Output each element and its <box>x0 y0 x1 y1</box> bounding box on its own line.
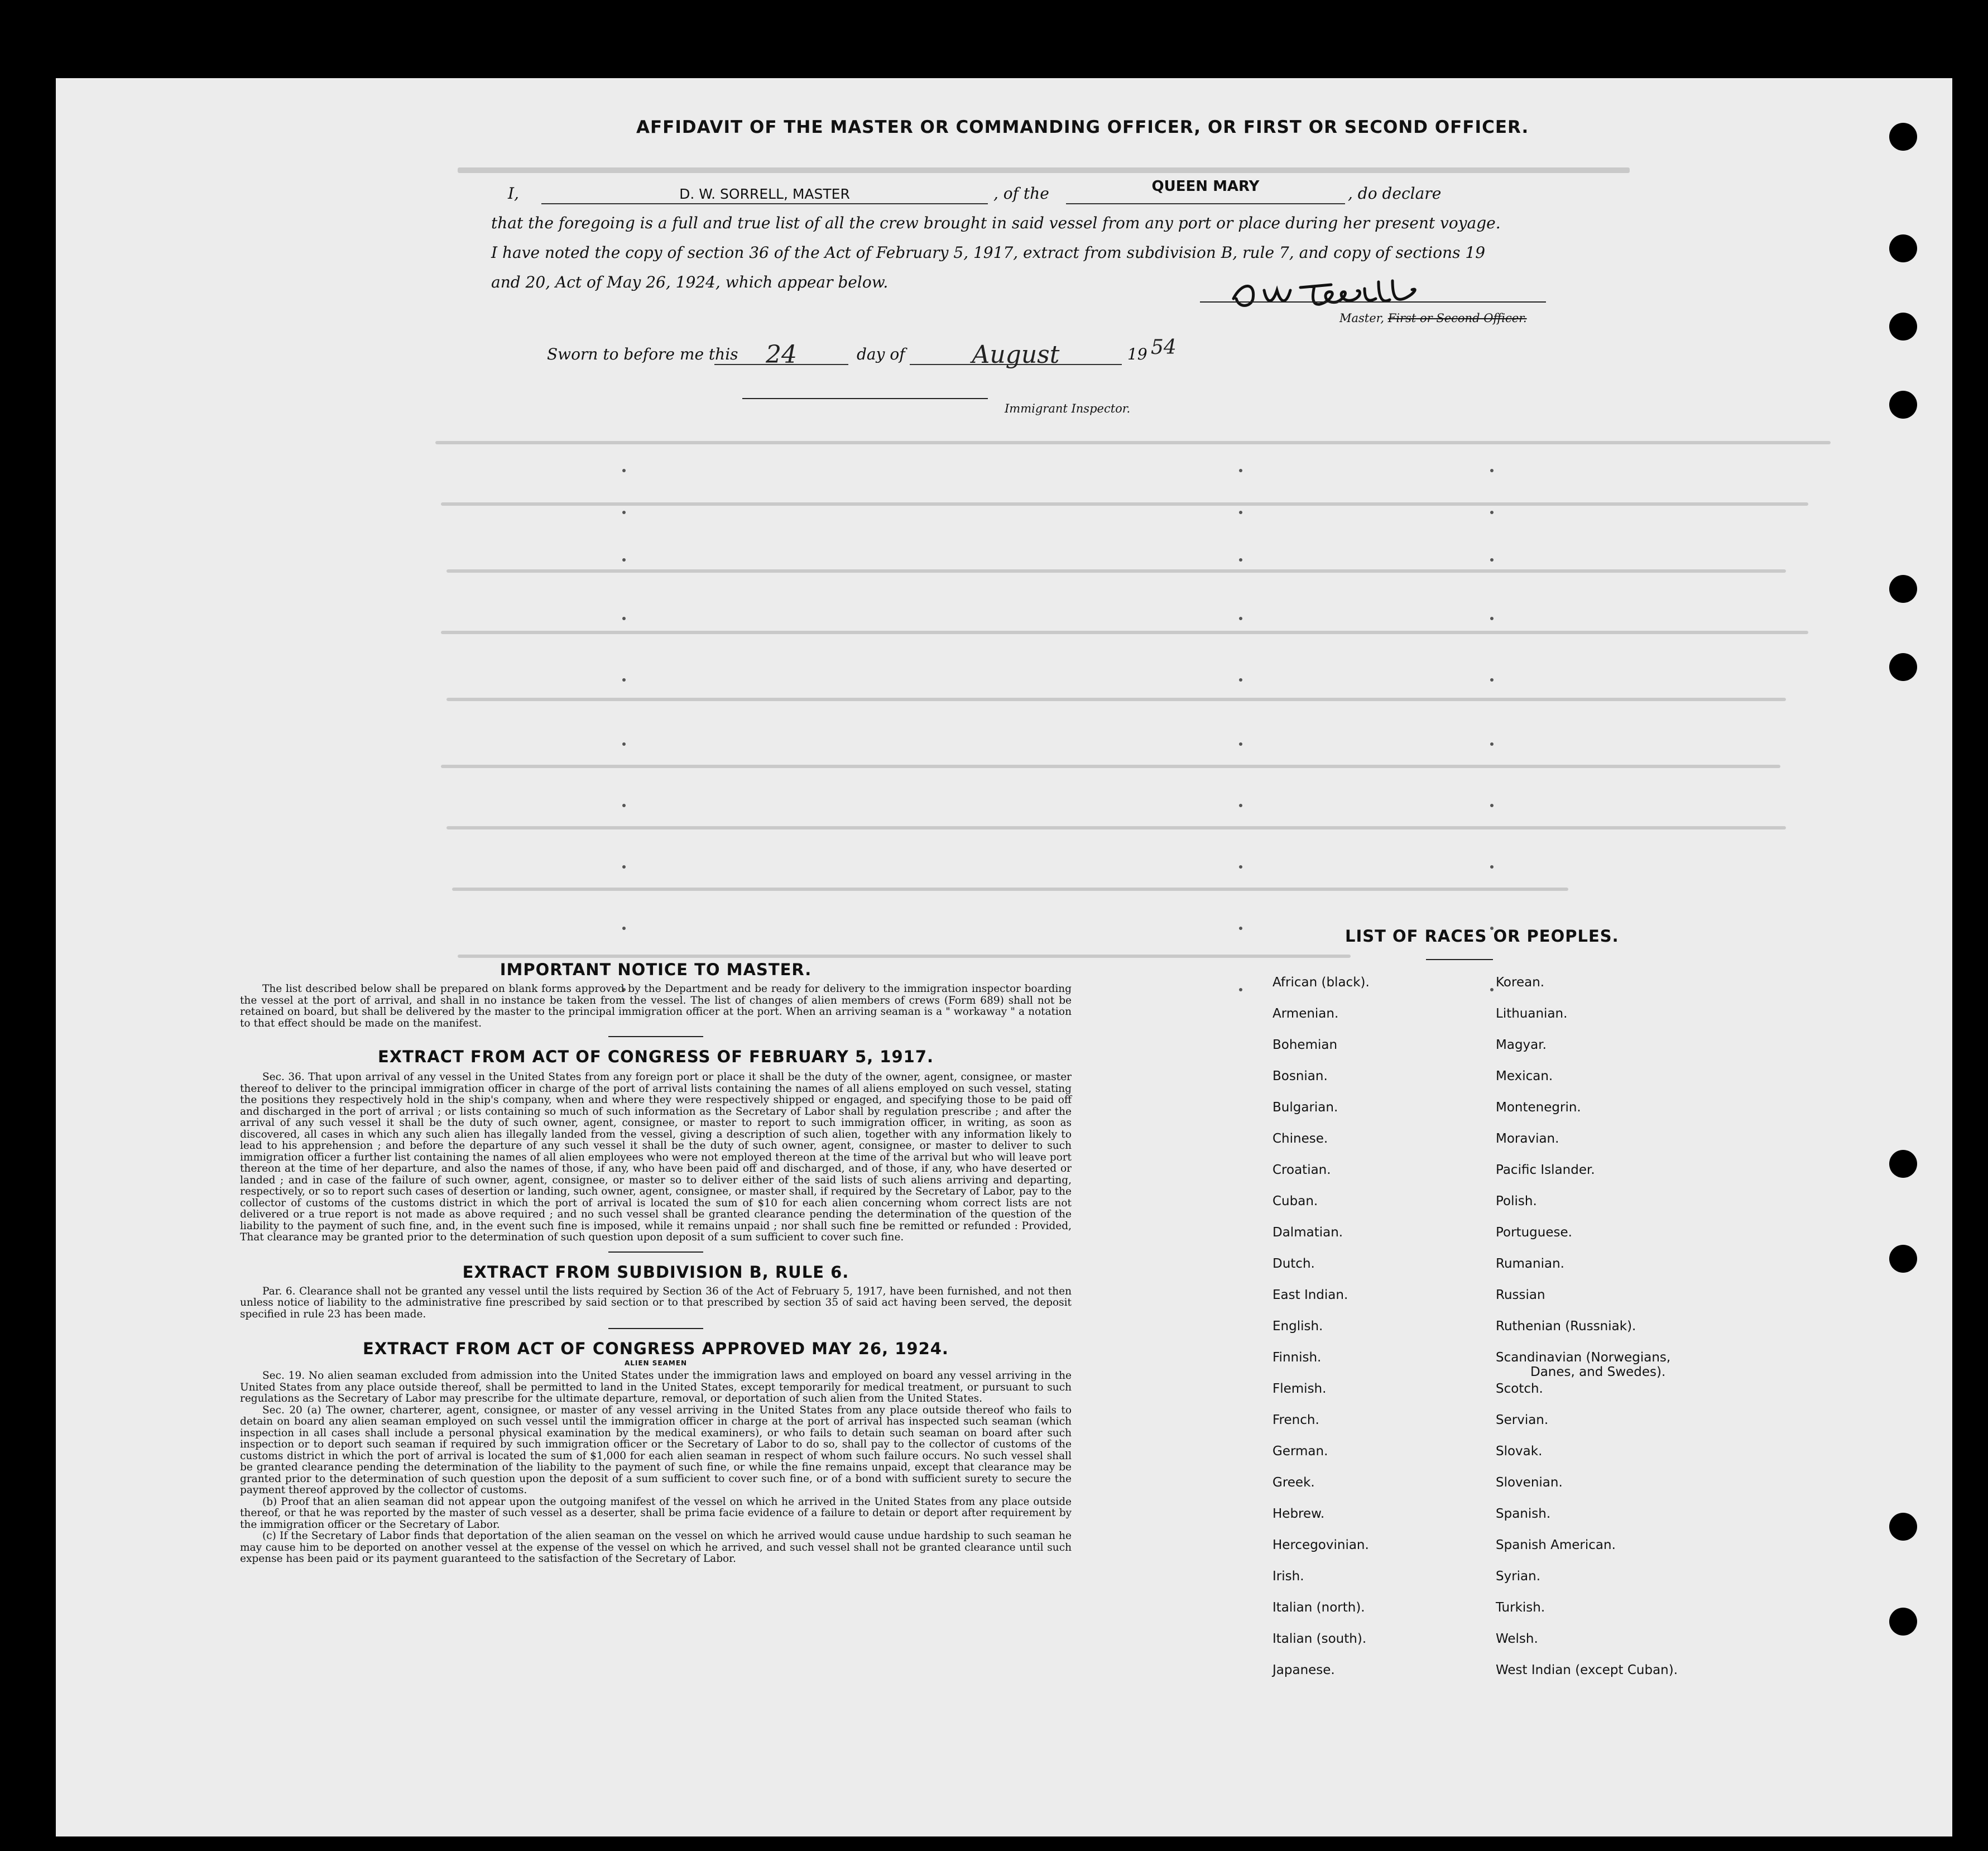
master-name-field <box>541 184 988 204</box>
sworn-day: 24 <box>766 341 797 369</box>
sworn-month-field <box>910 341 1122 369</box>
race-item: French. <box>1272 1413 1319 1427</box>
races-title: LIST OF RACES OR PEOPLES. <box>1345 927 1619 946</box>
race-item-continuation: Danes, and Swedes). <box>1530 1365 1666 1379</box>
sworn-label: Sworn to before me this <box>547 345 738 363</box>
year-suffix: 54 <box>1151 336 1177 359</box>
sworn-day-field <box>714 341 848 369</box>
race-item: Hebrew. <box>1272 1507 1325 1521</box>
inspector-label: Immigrant Inspector. <box>1005 402 1131 415</box>
extract-1924-title: EXTRACT FROM ACT OF CONGRESS APPROVED MAY 26, 1924. <box>363 1339 949 1358</box>
subdivision-title: EXTRACT FROM SUBDIVISION B, RULE 6. <box>462 1262 849 1282</box>
race-item: African (black). <box>1272 975 1370 990</box>
race-item: Bosnian. <box>1272 1069 1328 1083</box>
extract-1917-body: Sec. 36. That upon arrival of any vessel in the United States from any foreign port or place it shall be the duty of the owner, agent, consignee, or master thereof to deliver to the principal immigration officer in charge of the port of arrival lists containing the names of all aliens employed on such vessel, stating the positions they respectively hold in the ship's company, when and where they were respectively shipped or engaged, and specifying those to be paid off and discharged in the port of arrival ; or lists containing so much of such information as the Secretary of Labor shall by regulation prescribe ; and after the arrival of any such vessel it shall be the duty of such owner, agent, consignee, or master to report to such immigration officer, in writing, as soon as discovered, all cases in which any such alien has illegally landed from the vessel, giving a description of such alien, together with any information likely to lead to his apprehension ; and before the departure of any such vessel it shall be the duty of such owner, agent, consignee, or master to deliver to such immigration officer a further list containing the names of all alien employees who were not employed thereon at the time of the arrival but who will leave port thereon at the time of her departure, and also the names of those, if any, who have been paid off and discharged, and of those, if any, who have deserted or landed ; and in case of the failure of such owner, agent, consignee, or master so to deliver either of the said lists of such aliens arriving and departing, respectively, or so to report such cases of desertion or landing, such owner, agent, consignee, or master shall, if required by the Secretary of Labor, pay to the collector of customs of the customs district in which the port of arrival is located the sum of $10 for each alien concerning whom correct lists are not delivered or a true report is not made as above required ; and no such vessel shall be granted clearance pending the determination of the question of the liability to the payment of such fine, and, in the event such fine is imposed, while it remains unpaid ; nor shall such fine be remitted or refunded : Provided, That clearance may be granted prior to the determination of such question upon deposit of a sum sufficient to cover such fine. <box>240 1071 1072 1243</box>
race-item: German. <box>1272 1444 1328 1459</box>
notice-title: IMPORTANT NOTICE TO MASTER. <box>500 960 812 979</box>
race-item: Slovak. <box>1496 1444 1543 1459</box>
race-item: Portuguese. <box>1496 1225 1572 1240</box>
race-item: Hercegovinian. <box>1272 1538 1369 1552</box>
race-item: Flemish. <box>1272 1382 1327 1396</box>
do-declare-label: , do declare <box>1348 184 1442 203</box>
legal-notices <box>240 960 1072 1565</box>
of-the-label: , of the <box>993 184 1049 203</box>
notice-body: The list described below shall be prepared on blank forms approved by the Department and be ready for delivery to the immigration inspector boarding the vessel at the port of arrival, and shall in no instance be taken from the vessel. The list of changes of alien members of crews (Form 689) shall not be retained on board, but shall be delivered by the master to the principal immigration officer at the port. When an arriving seaman is a " workaway " a notation to that effect should be made on the manifest. <box>240 983 1072 1029</box>
affidavit-line3: I have noted the copy of section 36 of the Act of February 5, 1917, extract from subdivision B, rule 7, and copy of sections 19 <box>491 243 1486 262</box>
race-item: Spanish American. <box>1496 1538 1616 1552</box>
sworn-line <box>547 336 1272 374</box>
vessel-name-field <box>1066 176 1345 204</box>
race-item: Pacific Islander. <box>1496 1163 1595 1177</box>
vessel-name: QUEEN MARY <box>1151 178 1260 195</box>
alien-seamen-subtitle: ALIEN SEAMEN <box>624 1359 688 1367</box>
affidavit-line4: and 20, Act of May 26, 1924, which appear below. <box>491 273 889 291</box>
race-item: Lithuanian. <box>1496 1006 1568 1021</box>
race-item: English. <box>1272 1319 1323 1334</box>
race-item: Mexican. <box>1496 1069 1553 1083</box>
race-item: Turkish. <box>1496 1600 1545 1615</box>
race-item: Greek. <box>1272 1475 1315 1490</box>
subdivision-body: Par. 6. Clearance shall not be granted any vessel until the lists required by Section 36 of the Act of February 5, 1917, have been furnished, and not then unless notice of liability to the administrative fine prescribed by said section or to that prescribed by section 35 of said act having been served, the deposit specified in rule 23 has been made. <box>240 1285 1072 1320</box>
race-item: Armenian. <box>1272 1006 1339 1021</box>
day-of-label: day of <box>857 345 905 363</box>
year-prefix: 19 <box>1127 345 1147 363</box>
master-label: Master, <box>1339 311 1385 325</box>
affidavit-line1 <box>508 178 1624 207</box>
sec-20b-text: (b) Proof that an alien seaman did not appear upon the outgoing manifest of the vessel on which he arrived in the United States from any place outside thereof, or that he was reported by the master of such vessel as a deserter, shall be prima facie evidence of a failure to detain or deport after requirement by the immigration officer or the Secretary of Labor. <box>240 1495 1072 1531</box>
signatory-role <box>1339 311 1527 325</box>
race-item: East Indian. <box>1272 1288 1348 1302</box>
pronoun: I, <box>508 184 519 203</box>
affidavit-title: AFFIDAVIT OF THE MASTER OR COMMANDING OFFICER, OR FIRST OR SECOND OFFICER. <box>636 117 1529 137</box>
race-item: Welsh. <box>1496 1632 1538 1646</box>
extract-1917-title: EXTRACT FROM ACT OF CONGRESS OF FEBRUARY 5, 1917. <box>377 1047 934 1066</box>
race-item: Japanese. <box>1272 1663 1335 1677</box>
race-item: Korean. <box>1496 975 1545 990</box>
race-item: Montenegrin. <box>1496 1100 1581 1115</box>
race-item: Italian (north). <box>1272 1600 1365 1615</box>
race-item: Spanish. <box>1496 1507 1551 1521</box>
race-item: Russian <box>1496 1288 1545 1302</box>
race-item: Slovenian. <box>1496 1475 1563 1490</box>
race-item: Bohemian <box>1272 1038 1338 1052</box>
race-item: Italian (south). <box>1272 1632 1367 1646</box>
officer-struck-label: First or Second Officer. <box>1387 311 1527 325</box>
race-item: Dutch. <box>1272 1257 1315 1271</box>
race-item: Scotch. <box>1496 1382 1543 1396</box>
manifest-page <box>56 78 1952 1836</box>
race-item: Moravian. <box>1496 1131 1559 1146</box>
race-item: Syrian. <box>1496 1569 1541 1584</box>
master-name: D. W. SORRELL, MASTER <box>679 186 850 202</box>
race-item: Magyar. <box>1496 1038 1547 1052</box>
race-item: Croatian. <box>1272 1163 1331 1177</box>
race-item: Rumanian. <box>1496 1257 1564 1271</box>
race-item: Bulgarian. <box>1272 1100 1338 1115</box>
race-item: Scandinavian (Norwegians, <box>1496 1350 1671 1365</box>
race-item: Irish. <box>1272 1569 1304 1584</box>
race-item: Finnish. <box>1272 1350 1322 1365</box>
sec-19-text: Sec. 19. No alien seaman excluded from admission into the United States under the immigration laws and employed on board any vessel arriving in the United States from any place outside thereof, shall be permitted to land in the United States, except temporarily for medical treatment, or pursuant to such regulations as the Secretary of Labor may prescribe for the ultimate departure, removal, or deportation of such alien from the United States. <box>240 1370 1072 1404</box>
sec-20a-text: Sec. 20 (a) The owner, charterer, agent, consignee, or master of any vessel arriving in the United States from any place outside thereof who fails to detain on board any alien seaman employed on such vessel until the immigration officer in charge at the port of arrival has inspected such seaman (which inspection in all cases shall include a personal physical examination by the medical examiners), or who fails to detain such seaman on board after such inspection or to deport such seaman if required by such immigration officer or the Secretary of Labor to do so, shall pay to the collector of customs of the customs district in which the port of arrival is located the sum of $1,000 for each alien seaman in respect of whom such failure occurs. No such vessel shall be granted clearance pending the determination of the liability to the payment of such fine, or while the fine remains unpaid, except that clearance may be granted prior to the determination of such question upon the deposit of a sum sufficient to cover such fine, or of a bond with sufficient surety to secure the payment thereof approved by the collector of customs. <box>240 1404 1072 1496</box>
race-item: Dalmatian. <box>1272 1225 1343 1240</box>
race-item: Ruthenian (Russniak). <box>1496 1319 1636 1334</box>
sec-20c-text: (c) If the Secretary of Labor finds that deportation of the alien seaman on the vessel on which he arrived would cause undue hardship to such seaman he may cause him to be deported on another vessel at the expense of the vessel on which he arrived, and such vessel shall not be granted clearance until such expense has been paid or its payment guaranteed to the satisfaction of the Secretary of Labor. <box>240 1530 1072 1565</box>
race-item: Chinese. <box>1272 1131 1328 1146</box>
sworn-month: August <box>972 341 1060 369</box>
race-item: Cuban. <box>1272 1194 1318 1209</box>
race-item: West Indian (except Cuban). <box>1496 1663 1678 1677</box>
race-item: Servian. <box>1496 1413 1549 1427</box>
race-item: Polish. <box>1496 1194 1537 1209</box>
affidavit-line2: that the foregoing is a full and true list of all the crew brought in said vessel from any port or place during her present voyage. <box>491 214 1501 232</box>
